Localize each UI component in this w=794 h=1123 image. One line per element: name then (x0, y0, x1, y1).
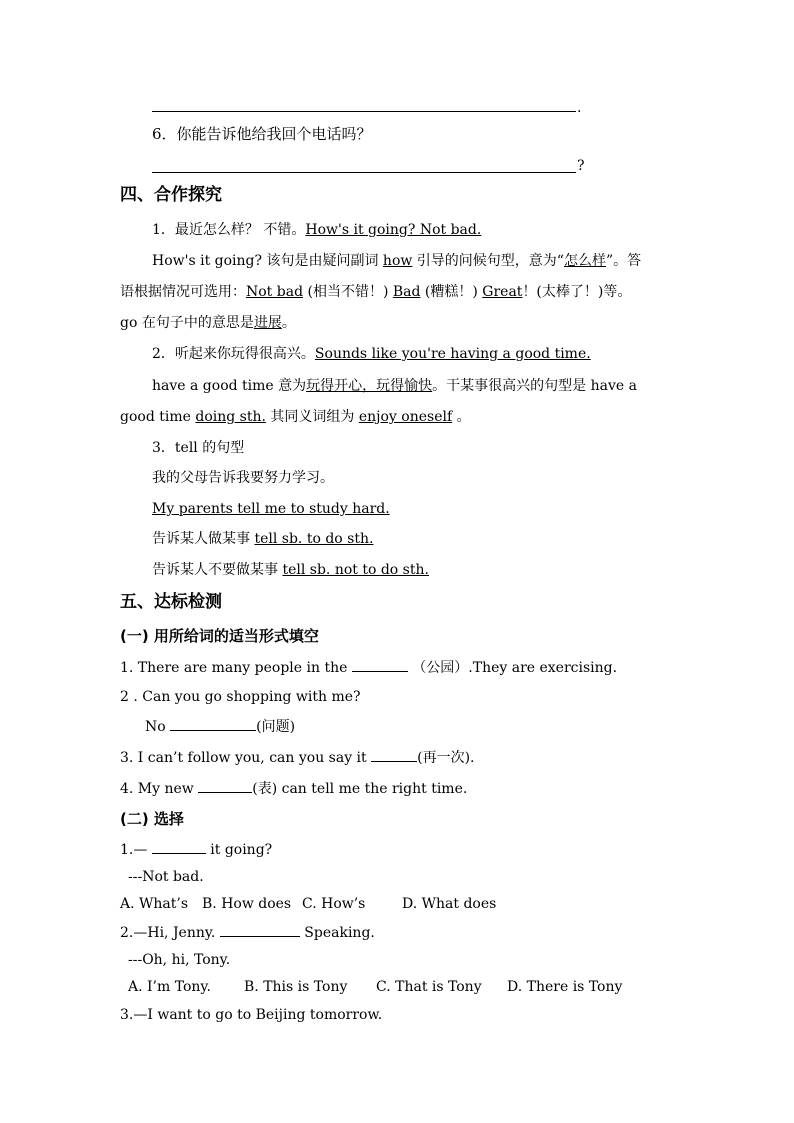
item-2-explanation-2 (120, 407, 471, 427)
choice-q1-option-b[interactable]: B. How does (202, 896, 292, 912)
text: 。干某事很高兴的句型是 have a (432, 378, 637, 394)
choice-q1-option-d[interactable]: D. What does (402, 896, 497, 912)
text: it going? (205, 842, 273, 858)
choice-q2-option-b[interactable]: B. This is Tony (244, 979, 348, 995)
item-3-line-1: 我的父母告诉我要努力学习。 (152, 470, 334, 486)
text: 告诉某人不要做某事 (152, 562, 283, 578)
item-1-line (152, 220, 481, 240)
item-3-line-4 (152, 560, 429, 580)
text: (问题) (256, 719, 296, 735)
text: （公园）.They are exercising. (407, 660, 618, 676)
item-2-prefix: 2．听起来你玩得很高兴。 (152, 346, 315, 362)
answer-doing-sth: doing sth. (195, 409, 266, 425)
item-1-explanation-2 (120, 282, 631, 302)
item-2-line (152, 344, 591, 364)
text: 其同义词组为 (265, 409, 359, 425)
text: 引导的问候句型，意为“ (412, 253, 564, 269)
answer-bad: Bad (392, 284, 421, 300)
blank[interactable] (352, 657, 408, 672)
section-4-heading: 四、合作探究 (120, 185, 222, 205)
text: (糟糕！) (420, 284, 483, 300)
text: ”。答 (605, 253, 642, 269)
answer-line-6 (152, 172, 576, 173)
choice-q2-option-d[interactable]: D. There is Tony (507, 979, 623, 995)
item-1-prefix: 1．最近怎么样？ 不错。 (152, 222, 306, 238)
choice-q2-reply: ---Oh, hi, Tony. (128, 952, 231, 968)
answer-not-bad: Not bad (246, 284, 304, 300)
item-2-answer: Sounds like you're having a good time. (314, 346, 591, 362)
text: How's it going? 该句是由疑问副词 (152, 253, 383, 269)
answer-line-6-end: ? (577, 158, 585, 174)
choice-q2 (120, 922, 375, 943)
choice-q1-reply: ---Not bad. (128, 869, 204, 885)
item-2-explanation-1 (152, 376, 637, 396)
text: good time (120, 409, 196, 425)
item-3-title: 3．tell 的句型 (152, 440, 245, 456)
answer-tell-sb-to-do: tell sb. to do sth. (254, 531, 374, 547)
answer-tell-sb-not-to-do: tell sb. not to do sth. (282, 562, 429, 578)
text: 2.—Hi, Jenny. (120, 925, 220, 941)
section-5-heading: 五、达标检测 (120, 592, 222, 612)
question-6: 6．你能告诉他给我回个电话吗？ (152, 125, 372, 143)
item-1-answer: How's it going? Not bad. (305, 222, 482, 238)
blank[interactable] (198, 778, 252, 793)
choice-q2-option-c[interactable]: C. That is Tony (376, 979, 482, 995)
text: 3. I can’t follow you, can you say it (120, 750, 372, 766)
text: 。 (281, 315, 296, 331)
text: (相当不错！) (303, 284, 393, 300)
answer-enjoy-oneself: enjoy oneself (358, 409, 453, 425)
text: (表) can tell me the right time. (252, 781, 468, 797)
choice-q1-option-c[interactable]: C. How’s (302, 896, 366, 912)
blank[interactable] (170, 716, 256, 731)
subsection-2-heading: (二) 选择 (120, 810, 184, 828)
answer-line-5-end: . (577, 100, 582, 116)
text: 语根据情况可选用： (120, 284, 246, 300)
text: go 在句子中的意思是 (120, 315, 254, 331)
text: (再一次). (417, 750, 475, 766)
answer-line-5 (152, 111, 576, 112)
fill-q4 (120, 778, 467, 799)
item-1-explanation-1 (152, 251, 641, 271)
blank[interactable] (220, 922, 300, 937)
answer-how: how (382, 253, 413, 269)
fill-q1 (120, 657, 617, 678)
text: 1. There are many people in the (120, 660, 352, 676)
item-3-line-2: My parents tell me to study hard. (152, 501, 390, 517)
answer-have-fun: 玩得开心，玩得愉快 (306, 378, 433, 394)
blank[interactable] (371, 747, 417, 762)
text: 1.— (120, 842, 152, 858)
answer-progress: 进展 (253, 315, 282, 331)
choice-q2-option-a[interactable]: A. I’m Tony. (128, 979, 211, 995)
fill-q2: 2 . Can you go shopping with me? (120, 689, 361, 705)
text: 告诉某人做某事 (152, 531, 255, 547)
text: ！(太棒了！)等。 (522, 284, 632, 300)
text: 4. My new (120, 781, 199, 797)
choice-q3: 3.—I want to go to Beijing tomorrow. (120, 1007, 383, 1023)
choice-q1 (120, 839, 272, 860)
fill-q2-answer (145, 716, 295, 737)
answer-meaning: 怎么样 (563, 253, 606, 269)
choice-q1-option-a[interactable]: A. What’s (120, 896, 189, 912)
item-1-explanation-3 (120, 313, 296, 333)
answer-great: Great (482, 284, 523, 300)
text: No (145, 719, 171, 735)
text: Speaking. (299, 925, 375, 941)
item-3-line-3 (152, 529, 373, 549)
fill-q3 (120, 747, 474, 768)
subsection-1-heading: (一) 用所给词的适当形式填空 (120, 627, 319, 645)
text: have a good time 意为 (152, 378, 307, 394)
blank[interactable] (152, 839, 206, 854)
text: 。 (452, 409, 471, 425)
